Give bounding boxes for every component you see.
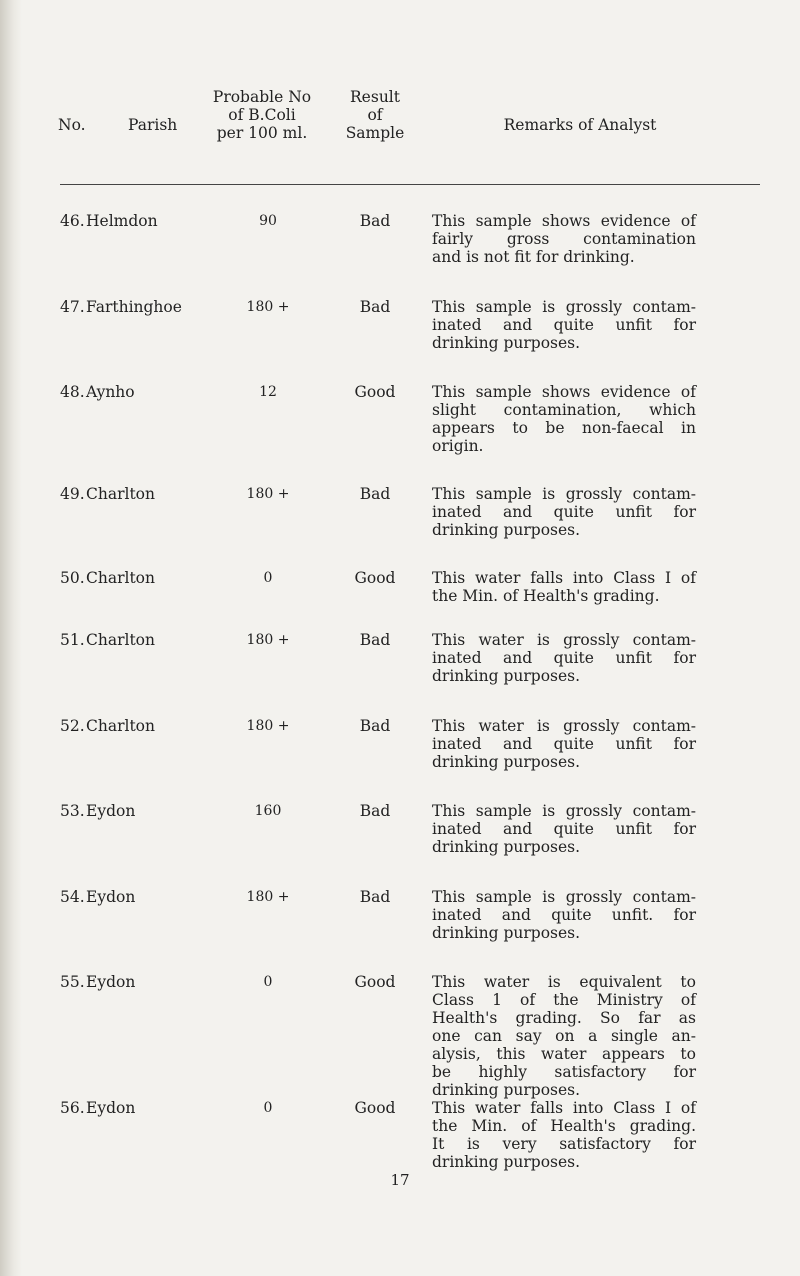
- parish-name: Aynho: [86, 383, 135, 401]
- analyst-remarks: [432, 212, 696, 266]
- sample-result: Good: [354, 383, 396, 401]
- sample-number: 46.: [60, 212, 85, 230]
- parish-name: Charlton: [86, 569, 155, 587]
- coli-count: 160: [254, 803, 282, 819]
- remarks-line: slight contamination, which: [432, 401, 696, 419]
- sample-result: Bad: [359, 485, 391, 503]
- parish-name: Farthinghoe: [86, 298, 182, 316]
- remarks-line: This sample shows evidence of: [432, 383, 696, 401]
- remarks-line: This water is grossly contam-: [432, 631, 696, 649]
- sample-result: Bad: [359, 631, 391, 649]
- sample-number: 55.: [60, 973, 85, 991]
- remarks-line: drinking purposes.: [432, 667, 581, 685]
- remarks-line: drinking purposes.: [432, 753, 581, 771]
- analyst-remarks: [432, 298, 696, 352]
- remarks-line: and is not fit for drinking.: [432, 248, 635, 266]
- sample-result: Bad: [359, 888, 391, 906]
- coli-count: 0: [263, 570, 273, 586]
- sample-result: Bad: [359, 298, 391, 316]
- header-no: No.: [58, 116, 86, 134]
- sample-number: 49.: [60, 485, 85, 503]
- remarks-line: inated and quite unfit for: [432, 503, 696, 521]
- sample-result: Good: [354, 973, 396, 991]
- parish-name: Charlton: [86, 631, 155, 649]
- remarks-line: origin.: [432, 437, 484, 455]
- remarks-line: appears to be non-faecal in: [432, 419, 696, 437]
- remarks-line: one can say on a single an-: [432, 1027, 696, 1045]
- header-remarks: Remarks of Analyst: [503, 116, 657, 134]
- sample-number: 54.: [60, 888, 85, 906]
- header-divider: [60, 184, 760, 185]
- header-parish: Parish: [128, 116, 178, 134]
- analyst-remarks: [432, 717, 696, 771]
- remarks-line: Class 1 of the Ministry of: [432, 991, 696, 1009]
- remarks-line: This sample is grossly contam-: [432, 298, 696, 316]
- sample-number: 47.: [60, 298, 85, 316]
- parish-name: Eydon: [86, 888, 136, 906]
- coli-count: 12: [259, 384, 277, 400]
- sample-number: 48.: [60, 383, 85, 401]
- coli-count: 180 +: [246, 299, 290, 315]
- remarks-line: This sample shows evidence of: [432, 212, 696, 230]
- remarks-line: fairly gross contamination: [432, 230, 696, 248]
- analyst-remarks: [432, 973, 696, 1099]
- remarks-line: drinking purposes.: [432, 924, 581, 942]
- coli-count: 0: [263, 1100, 273, 1116]
- sample-result: Bad: [359, 717, 391, 735]
- parish-name: Helmdon: [86, 212, 158, 230]
- page-number: 17: [390, 1171, 410, 1189]
- sample-number: 56.: [60, 1099, 85, 1117]
- remarks-line: drinking purposes.: [432, 838, 581, 856]
- parish-name: Charlton: [86, 485, 155, 503]
- sample-number: 53.: [60, 802, 85, 820]
- coli-count: 0: [263, 974, 273, 990]
- remarks-line: This water is grossly contam-: [432, 717, 696, 735]
- remarks-line: inated and quite unfit. for: [432, 906, 696, 924]
- analyst-remarks: [432, 631, 696, 685]
- remarks-line: drinking purposes.: [432, 1081, 581, 1099]
- analyst-remarks: [432, 569, 696, 605]
- remarks-line: the Min. of Health's grading.: [432, 1117, 696, 1135]
- sample-number: 50.: [60, 569, 85, 587]
- parish-name: Eydon: [86, 802, 136, 820]
- coli-count: 180 +: [246, 486, 290, 502]
- remarks-line: This sample is grossly contam-: [432, 485, 696, 503]
- coli-count: 90: [259, 213, 277, 229]
- remarks-line: This sample is grossly contam-: [432, 802, 696, 820]
- remarks-line: drinking purposes.: [432, 1153, 581, 1171]
- coli-count: 180 +: [246, 889, 290, 905]
- remarks-line: This water falls into Class I of: [432, 569, 696, 587]
- remarks-line: the Min. of Health's grading.: [432, 587, 660, 605]
- remarks-line: inated and quite unfit for: [432, 649, 696, 667]
- remarks-line: drinking purposes.: [432, 521, 581, 539]
- remarks-line: This water falls into Class I of: [432, 1099, 696, 1117]
- analyst-remarks: [432, 1099, 696, 1171]
- sample-result: Good: [354, 569, 396, 587]
- parish-name: Charlton: [86, 717, 155, 735]
- analyst-remarks: [432, 802, 696, 856]
- sample-number: 51.: [60, 631, 85, 649]
- analyst-remarks: [432, 383, 696, 455]
- remarks-line: This sample is grossly contam-: [432, 888, 696, 906]
- coli-count: 180 +: [246, 718, 290, 734]
- parish-name: Eydon: [86, 1099, 136, 1117]
- header-coli: Probable No of B.Coli per 100 ml.: [212, 88, 312, 142]
- remarks-line: inated and quite unfit for: [432, 316, 696, 334]
- remarks-line: inated and quite unfit for: [432, 735, 696, 753]
- remarks-line: This water is equivalent to: [432, 973, 696, 991]
- analyst-remarks: [432, 888, 696, 942]
- remarks-line: drinking purposes.: [432, 334, 581, 352]
- remarks-line: Health's grading. So far as: [432, 1009, 696, 1027]
- sample-result: Good: [354, 1099, 396, 1117]
- sample-number: 52.: [60, 717, 85, 735]
- remarks-line: alysis, this water appears to: [432, 1045, 696, 1063]
- coli-count: 180 +: [246, 632, 290, 648]
- remarks-line: inated and quite unfit for: [432, 820, 696, 838]
- remarks-line: be highly satisfactory for: [432, 1063, 696, 1081]
- sample-result: Bad: [359, 212, 391, 230]
- parish-name: Eydon: [86, 973, 136, 991]
- remarks-line: It is very satisfactory for: [432, 1135, 696, 1153]
- page-edge-shadow: [0, 0, 22, 1276]
- header-result: Result of Sample: [345, 88, 405, 142]
- sample-result: Bad: [359, 802, 391, 820]
- analyst-remarks: [432, 485, 696, 539]
